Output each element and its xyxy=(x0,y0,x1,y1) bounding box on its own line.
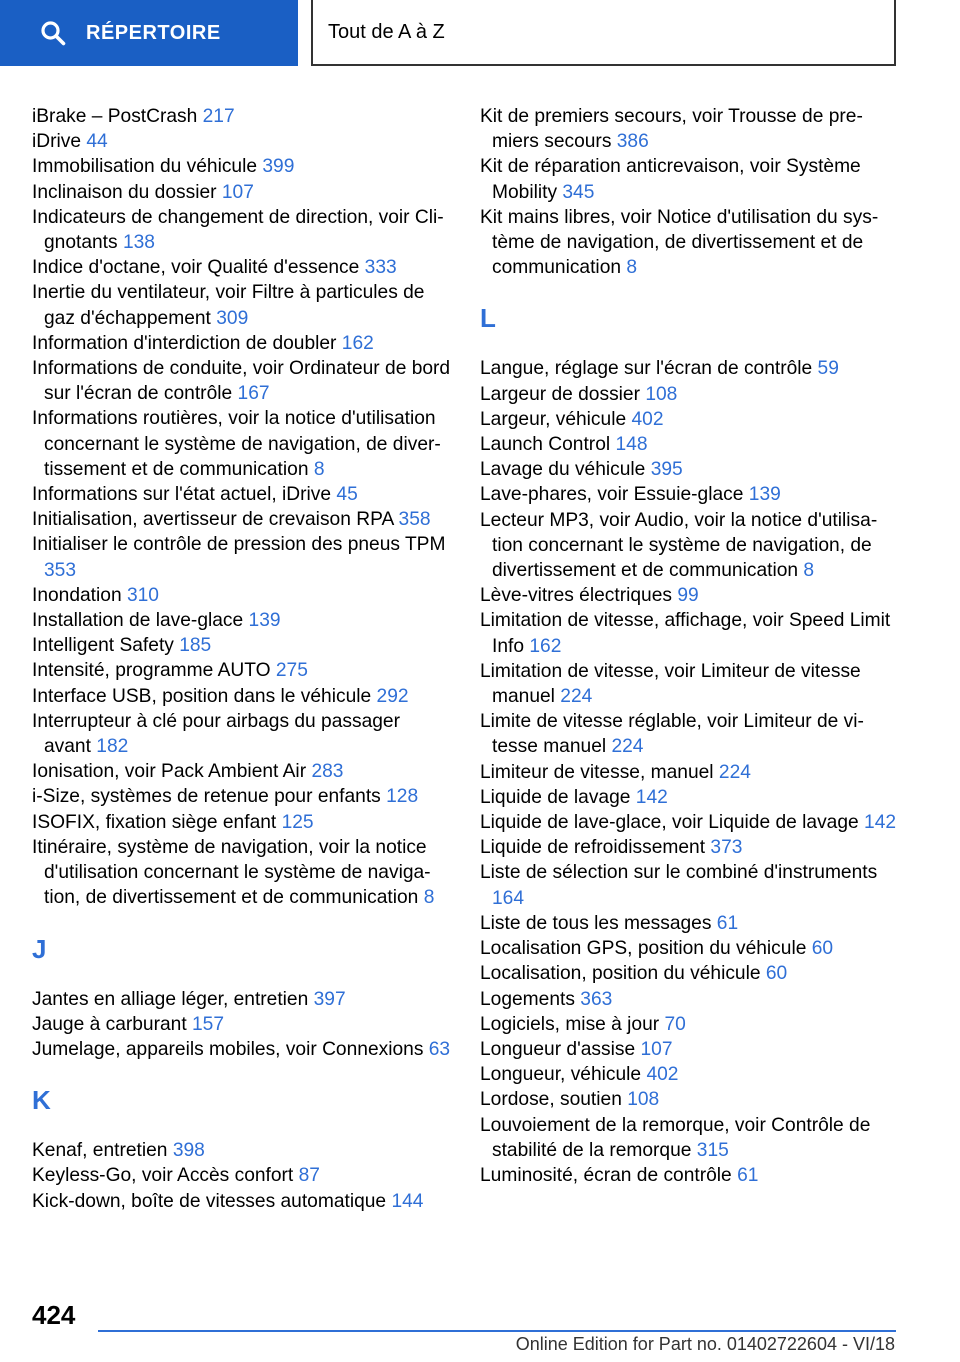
index-entry-text: Limite de vitesse réglable, voir Limiteur de vitesse manuel xyxy=(480,711,864,758)
index-entry-page-link[interactable]: 108 xyxy=(627,1089,660,1111)
index-entry xyxy=(480,1037,900,1062)
index-entry-page-link[interactable]: 398 xyxy=(172,1140,205,1162)
index-entry-text: Itinéraire, système de navigation, voir la notice d'utilisation concernant le système de navigation, de divertissement et de communication xyxy=(32,836,431,909)
index-entry xyxy=(480,659,900,709)
index-entry-text: Jauge à carburant xyxy=(32,1013,187,1035)
index-entry-page-link[interactable]: 310 xyxy=(126,584,159,606)
index-entry-text: Longueur d'assise xyxy=(480,1038,636,1060)
index-entry-page-link[interactable]: 162 xyxy=(529,635,562,657)
index-entry-text: Inclinaison du dossier xyxy=(32,181,217,203)
index-entry xyxy=(480,407,900,432)
index-entry xyxy=(480,987,900,1012)
index-entry xyxy=(480,860,900,910)
index-entry-page-link[interactable]: 224 xyxy=(560,686,593,708)
index-entry-page-link[interactable]: 402 xyxy=(631,408,664,430)
index-entry-page-link[interactable]: 353 xyxy=(44,559,77,581)
index-entry-text: Limitation de vitesse, affichage, voir Speed Limit Info xyxy=(480,610,891,657)
index-entry-text: Inondation xyxy=(32,584,122,606)
index-entry-page-link[interactable]: 144 xyxy=(391,1190,424,1212)
section-title: Tout de A à Z xyxy=(328,20,445,43)
index-entry xyxy=(32,835,452,911)
index-entry-text: Liquide de lavage xyxy=(480,786,631,808)
index-entry-text: Lave-phares, voir Essuie-glace xyxy=(480,484,744,506)
index-tab-label: RÉPERTOIRE xyxy=(86,21,221,44)
index-entry-page-link[interactable]: 386 xyxy=(616,131,649,153)
index-entry xyxy=(32,784,452,809)
index-entry-page-link[interactable]: 373 xyxy=(710,837,743,859)
index-entry-page-link[interactable]: 61 xyxy=(737,1164,759,1186)
index-entry-page-link[interactable]: 70 xyxy=(664,1013,686,1035)
index-entry-text: Keyless-Go, voir Accès confort xyxy=(32,1165,294,1187)
index-entry xyxy=(32,1189,452,1214)
index-entry-page-link[interactable]: 217 xyxy=(202,106,235,127)
index-entry-text: Intelligent Safety xyxy=(32,635,174,657)
index-entry-text: Informations de conduite, voir Ordinateur de bord sur l'écran de contrôle xyxy=(32,358,451,405)
index-entry-text: Kick-down, boîte de vitesses automatique xyxy=(32,1190,387,1212)
index-entry xyxy=(32,633,452,658)
index-entry-page-link[interactable]: 315 xyxy=(696,1139,729,1161)
index-entry xyxy=(32,608,452,633)
index-entry-page-link[interactable]: 167 xyxy=(237,383,270,405)
index-entry-page-link[interactable]: 128 xyxy=(386,786,419,808)
index-entry xyxy=(480,583,900,608)
index-entry xyxy=(32,104,452,129)
index-entry-text: Information d'interdiction de doubler xyxy=(32,332,337,354)
index-entry-page-link[interactable]: 125 xyxy=(281,811,314,833)
index-entry xyxy=(480,154,900,204)
index-entry-text: Limitation de vitesse, voir Limiteur de vitesse manuel xyxy=(480,660,861,708)
index-entry-page-link[interactable]: 45 xyxy=(336,484,358,506)
index-entry xyxy=(32,1163,452,1188)
index-entry xyxy=(480,1113,900,1163)
index-entry xyxy=(480,911,900,936)
index-entry-text: Liquide de refroidissement xyxy=(480,837,706,859)
index-column-right xyxy=(480,104,900,1188)
index-letter-heading: J xyxy=(32,933,47,964)
index-entry xyxy=(32,709,452,759)
index-entry-text: Jantes en alliage léger, entretien xyxy=(32,988,309,1010)
index-entry-page-link[interactable]: 224 xyxy=(611,736,644,758)
index-entry xyxy=(32,255,452,280)
index-entry xyxy=(32,331,452,356)
index-entry-page-link[interactable]: 162 xyxy=(341,332,374,354)
index-entry-text: Launch Control xyxy=(480,434,611,456)
index-entry xyxy=(480,608,900,658)
index-entry xyxy=(32,583,452,608)
index-entry-text: Intensité, programme AUTO xyxy=(32,660,271,682)
index-entry xyxy=(32,205,452,255)
index-entry-page-link[interactable]: 8 xyxy=(626,257,638,279)
index-entry-text: Louvoiement de la remorque, voir Contrôle de stabilité de la remorque xyxy=(480,1114,871,1161)
index-entry xyxy=(32,482,452,507)
top-navigation-bar xyxy=(0,0,960,66)
index-entry-page-link[interactable]: 142 xyxy=(635,786,668,808)
index-entry xyxy=(480,356,900,381)
index-entry-page-link[interactable]: 164 xyxy=(492,887,525,909)
index-entry-page-link[interactable]: 8 xyxy=(313,458,325,480)
index-tab[interactable] xyxy=(0,0,298,66)
index-entry xyxy=(480,508,900,584)
index-entry-text: Ionisation, voir Pack Ambient Air xyxy=(32,761,307,783)
index-entry-text: Luminosité, écran de contrôle xyxy=(480,1164,732,1186)
index-entry-page-link[interactable]: 345 xyxy=(562,181,595,203)
index-entry-text: Immobilisation du véhicule xyxy=(32,156,258,178)
index-entry-text: iBrake – PostCrash xyxy=(32,106,198,127)
index-entry-text: Longueur, véhicule xyxy=(480,1064,642,1086)
index-entry-page-link[interactable]: 60 xyxy=(811,938,834,960)
index-entry xyxy=(480,1163,900,1188)
index-entry-text: i-Size, systèmes de retenue pour enfants xyxy=(32,786,381,808)
index-entry-page-link[interactable]: 107 xyxy=(221,181,254,203)
index-entry xyxy=(32,987,452,1012)
index-entry-text: Indicateurs de changement de direction, voir Clignotants xyxy=(32,206,444,254)
index-entry-page-link[interactable]: 402 xyxy=(646,1064,679,1086)
index-entry-text: iDrive xyxy=(32,131,82,153)
index-entry-page-link[interactable]: 107 xyxy=(640,1038,673,1060)
index-entry-text: Indice d'octane, voir Qualité d'essence xyxy=(32,257,360,279)
index-entry xyxy=(32,1012,452,1037)
index-entry xyxy=(480,482,900,507)
index-entry-page-link[interactable]: 283 xyxy=(311,761,344,783)
index-entry xyxy=(32,406,452,482)
index-entry-page-link[interactable]: 275 xyxy=(275,660,308,682)
index-entry-page-link[interactable]: 182 xyxy=(96,736,129,758)
index-entry xyxy=(32,658,452,683)
index-entry-page-link[interactable]: 142 xyxy=(864,812,897,834)
index-entry-text: Limiteur de vitesse, manuel xyxy=(480,761,714,783)
index-entry xyxy=(32,129,452,154)
index-entry-text: Liquide de lave-glace, voir Liquide de lavage xyxy=(480,812,859,834)
section-title-tab xyxy=(311,0,896,66)
index-entry xyxy=(32,684,452,709)
index-entry-page-link[interactable]: 87 xyxy=(298,1165,320,1187)
index-entry xyxy=(480,457,900,482)
index-entry xyxy=(480,104,900,154)
index-entry-text: Largeur, véhicule xyxy=(480,408,627,430)
index-entry-text: Localisation, position du véhicule xyxy=(480,963,761,985)
index-entry-page-link[interactable]: 157 xyxy=(192,1013,225,1035)
index-entry-text: Largeur de dossier xyxy=(480,383,640,405)
index-entry-text: Logiciels, mise à jour xyxy=(480,1013,660,1035)
index-entry-text: Informations sur l'état actuel, iDrive xyxy=(32,484,332,506)
index-entry xyxy=(32,180,452,205)
index-entry-text: Initialiser le contrôle de pression des pneus TPM xyxy=(32,534,446,556)
footer-divider xyxy=(98,1330,896,1332)
index-letter-heading: L xyxy=(480,303,496,334)
index-letter-heading: K xyxy=(32,1085,51,1116)
index-entry-page-link[interactable]: 63 xyxy=(428,1038,451,1060)
index-entry-text: Kit mains libres, voir Notice d'utilisation du système de navigation, de divertissement et de communication xyxy=(480,206,879,279)
index-column-left xyxy=(32,104,452,1214)
index-entry-page-link[interactable]: 139 xyxy=(748,484,781,506)
index-entry xyxy=(480,1062,900,1087)
index-entry-page-link[interactable]: 224 xyxy=(718,761,751,783)
index-entry xyxy=(480,205,900,281)
index-entry-page-link[interactable]: 8 xyxy=(803,560,815,582)
index-entry-page-link[interactable]: 363 xyxy=(580,988,613,1010)
index-entry-text: Lavage du véhicule xyxy=(480,459,646,481)
index-entry-page-link[interactable]: 60 xyxy=(765,963,788,985)
index-entry xyxy=(480,785,900,810)
index-entry-text: Lève-vitres électriques xyxy=(480,585,672,607)
index-entry xyxy=(480,961,900,986)
index-entry xyxy=(480,1012,900,1037)
index-entry-text: Liste de sélection sur le combiné d'instruments xyxy=(480,862,878,884)
index-entry xyxy=(480,936,900,961)
page-number: 424 xyxy=(32,1300,76,1330)
index-entry-page-link[interactable]: 59 xyxy=(817,358,839,380)
index-entry xyxy=(32,1138,452,1163)
index-entry-page-link[interactable]: 99 xyxy=(677,585,699,607)
index-entry xyxy=(480,1087,900,1112)
index-entry-text: Installation de lave-glace xyxy=(32,610,244,632)
index-entry-page-link[interactable]: 108 xyxy=(645,383,678,405)
index-entry-page-link[interactable]: 333 xyxy=(364,257,397,279)
index-entry xyxy=(480,709,900,759)
index-entry-text: Interrupteur à clé pour airbags du passager avant xyxy=(32,710,400,758)
index-entry-text: Informations routières, voir la notice d'utilisation concernant le système de navigation, de divertissement et de communication xyxy=(32,408,441,480)
index-entry xyxy=(480,432,900,457)
index-entry-page-link[interactable]: 185 xyxy=(179,635,212,657)
index-entry-page-link[interactable]: 61 xyxy=(716,912,739,934)
index-entry xyxy=(32,356,452,406)
index-entry xyxy=(480,835,900,860)
footer-edition-text: Online Edition for Part no. 01402722604 - VI/18 xyxy=(515,1334,895,1354)
index-entry-page-link[interactable]: 395 xyxy=(650,459,683,481)
index-entry-text: Lecteur MP3, voir Audio, voir la notice d'utilisation concernant le système de navigation, de divertissement et de communication xyxy=(480,509,878,582)
index-entry xyxy=(480,760,900,785)
index-entry xyxy=(480,810,900,835)
index-entry-text: Localisation GPS, position du véhicule xyxy=(480,938,807,960)
index-entry-page-link[interactable]: 292 xyxy=(376,685,409,707)
index-entry-text: Lordose, soutien xyxy=(480,1089,622,1111)
index-entry xyxy=(32,810,452,835)
index-entry-page-link[interactable]: 44 xyxy=(86,131,108,153)
index-entry-text: Interface USB, position dans le véhicule xyxy=(32,685,372,707)
index-entry-text: ISOFIX, fixation siège enfant xyxy=(32,811,277,833)
index-entry xyxy=(32,507,452,532)
index-entry xyxy=(32,280,452,330)
index-entry-text: Liste de tous les messages xyxy=(480,912,712,934)
index-entry xyxy=(32,532,452,582)
index-entry-text: Kit de premiers secours, voir Trousse de premiers secours xyxy=(480,106,863,153)
index-entry-page-link[interactable]: 358 xyxy=(398,509,431,531)
index-entry xyxy=(480,382,900,407)
search-icon xyxy=(40,20,66,46)
index-entry xyxy=(32,154,452,179)
index-entry-text: Kenaf, entretien xyxy=(32,1140,168,1162)
index-entry-page-link[interactable]: 148 xyxy=(615,434,648,456)
index-entry xyxy=(32,759,452,784)
index-entry-text: Langue, réglage sur l'écran de contrôle xyxy=(480,358,813,380)
index-entry-page-link[interactable]: 8 xyxy=(423,887,435,909)
index-entry-page-link[interactable]: 138 xyxy=(122,232,155,254)
index-entry-page-link[interactable]: 139 xyxy=(248,610,281,632)
index-entry-text: Initialisation, avertisseur de crevaison RPA xyxy=(32,509,394,531)
index-entry-page-link[interactable]: 397 xyxy=(313,988,346,1010)
index-entry-page-link[interactable]: 399 xyxy=(262,156,295,178)
index-entry-text: Jumelage, appareils mobiles, voir Connexions xyxy=(32,1038,424,1060)
index-entry-text: Inertie du ventilateur, voir Filtre à particules de gaz d'échappement xyxy=(32,282,425,329)
index-entry-text: Logements xyxy=(480,988,575,1010)
index-entry xyxy=(32,1037,452,1062)
index-entry-text: Kit de réparation anticrevaison, voir Système Mobility xyxy=(480,156,861,203)
index-entry-page-link[interactable]: 309 xyxy=(216,307,249,329)
